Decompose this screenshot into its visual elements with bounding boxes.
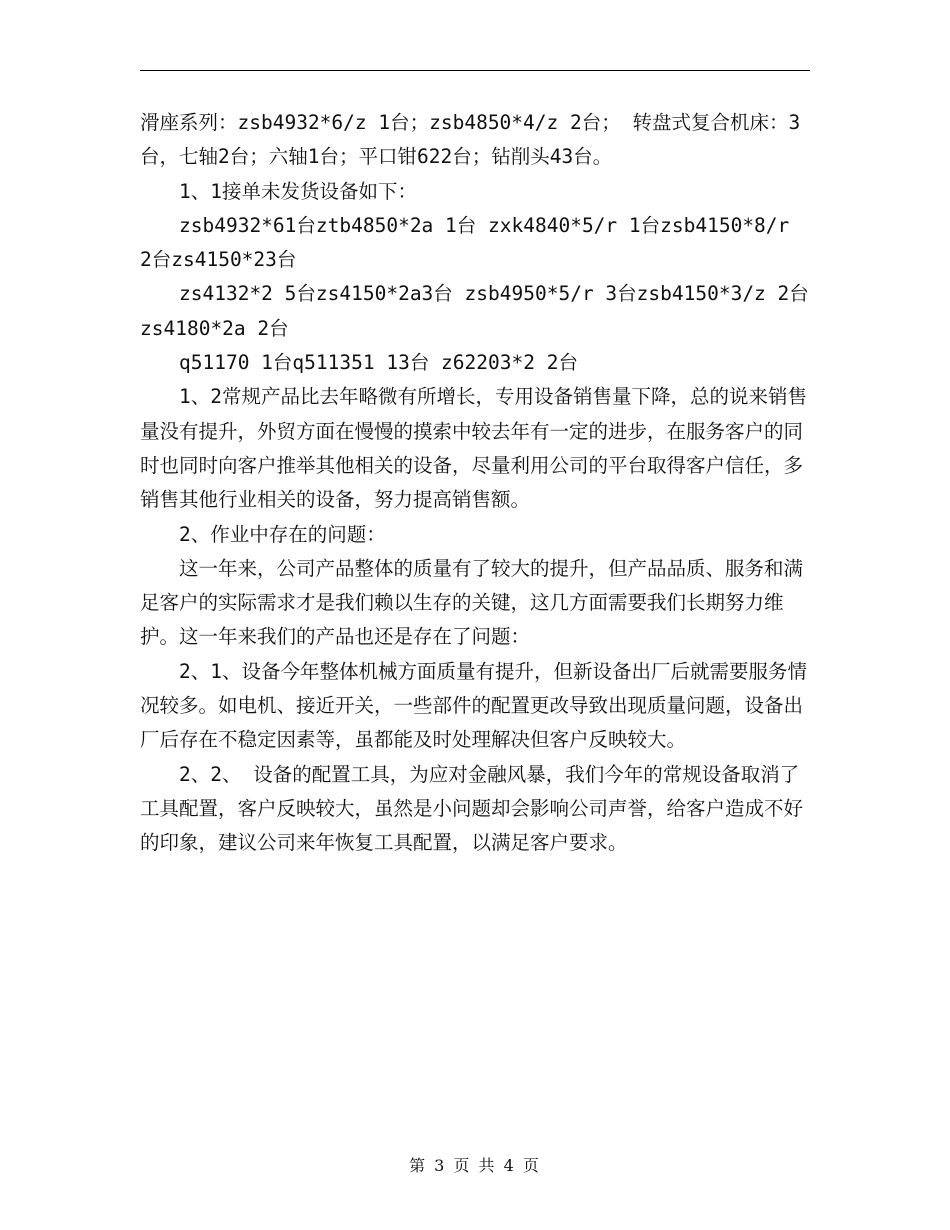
document-body bbox=[140, 106, 810, 861]
paragraph-sales-analysis: 1、2常规产品比去年略微有所增长，专用设备销售量下降，总的说来销售量没有提升，外贸方面在慢慢的摸索中较去年有一定的进步，在服务客户的同时也同时向客户推举其他相关的设备，尽量利用公司的平台取得客户信任，多销售其他行业相关的设备，努力提高销售额。 bbox=[140, 385, 807, 512]
paragraph-problem-quality: 2、1、设备今年整体机械方面质量有提升，但新设备出厂后就需要服务情况较多。如电机、接近开关，一些部件的配置更改导致出现质量问题，设备出厂后存在不稳定因素等，虽都能及时处理解决但客户反映较大。 bbox=[140, 659, 807, 752]
heading-work-problems: 2、作业中存在的问题： bbox=[179, 522, 386, 546]
paragraph-pending-list-1: zsb4932*61台ztb4850*2a 1台 zxk4840*5/r 1台zsb4150*8/r 2台zs4150*23台 bbox=[140, 213, 790, 272]
paragraph-pending-list-3: q51170 1台q511351 13台 z62203*2 2台 bbox=[179, 351, 578, 375]
paragraph-series-summary: 滑座系列：zsb4932*6/z 1台；zsb4850*4/z 2台； 转盘式复合机床：3台，七轴2台；六轴1台；平口钳622台；钻削头43台。 bbox=[140, 111, 801, 169]
paragraph-year-review: 这一年来，公司产品整体的质量有了较大的提升，但产品品质、服务和满足客户的实际需求才是我们赖以生存的关键，这几方面需要我们长期努力维护。这一年来我们的产品也还是存在了问题： bbox=[140, 556, 804, 649]
header-rule bbox=[140, 70, 810, 71]
heading-pending-shipment: 1、1接单未发货设备如下： bbox=[179, 179, 417, 203]
page-number-footer: 第 3 页 共 4 页 bbox=[409, 1156, 541, 1175]
paragraph-pending-list-2: zs4132*2 5台zs4150*2a3台 zsb4950*5/r 3台zsb4150*3/z 2台zs4180*2a 2台 bbox=[140, 282, 809, 340]
paragraph-problem-tools: 2、2、 设备的配置工具，为应对金融风暴，我们今年的常规设备取消了工具配置，客户反映较大，虽然是小问题却会影响公司声誉，给客户造成不好的印象，建议公司来年恢复工具配置，以满足客户要求。 bbox=[140, 762, 804, 855]
